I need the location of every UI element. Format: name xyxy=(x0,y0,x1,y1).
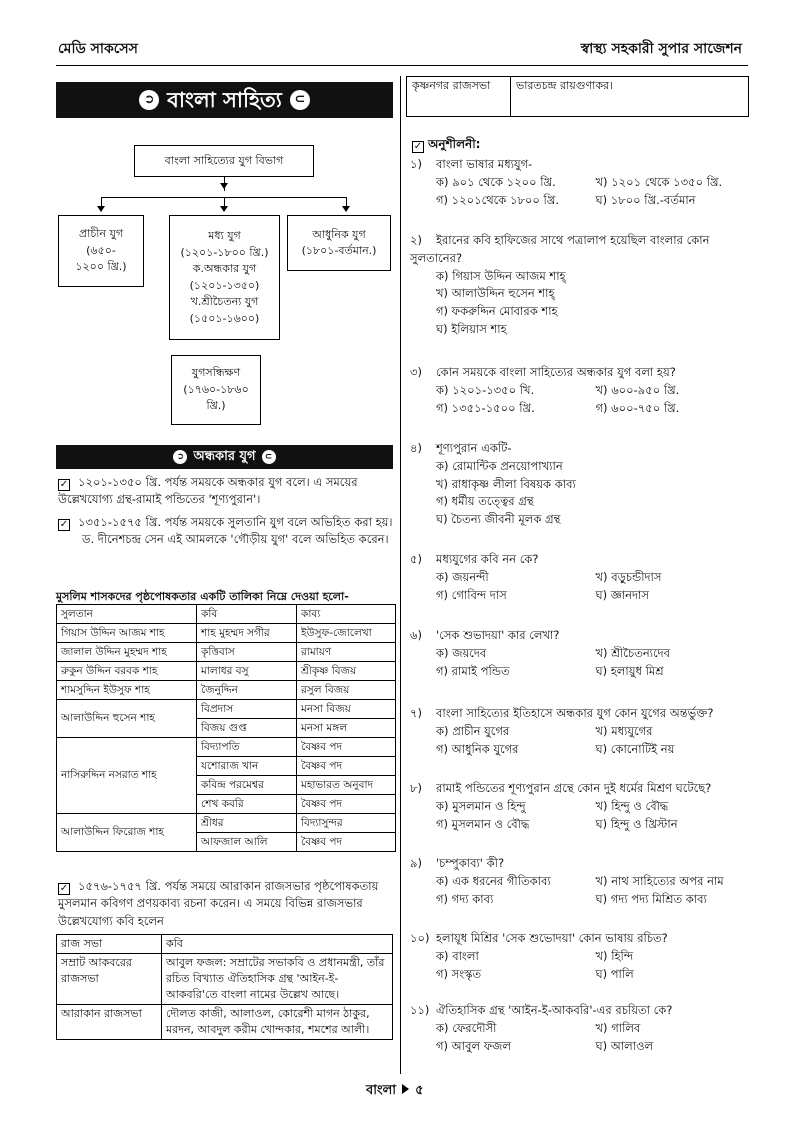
table-row: বিজয় গুপ্ত মনসা মঙ্গল xyxy=(57,719,396,738)
diagram-arrow xyxy=(97,206,105,212)
chapter-title-banner xyxy=(56,82,393,118)
arakan-paragraph: ✓ ১৫৭৬-১৭৫৭ খ্রি. পর্যন্ত সময়ে আরাকান রাজসভার পৃষ্ঠপোষকতায় মুসলমান কবিগণ প্রণয়কাব্য রচনা করেন। এ সময়ে বিভিন্ন রাজসভার উল্লেখযোগ্য কবি হলেন xyxy=(58,879,379,928)
header-publisher: মেডি সাকসেস xyxy=(58,41,138,57)
half-circle-icon: ⊂ xyxy=(290,90,310,110)
question-item: ১) বাংলা ভাষার মধ্যযুগ- ক) ৯০১ থেকে ১২০০ খ্রি. খ) ১২০১ থেকে ১৩৫০ খ্রি. গ) ১২০১থেকে ১৮০০ খ্রি. ঘ) ১৮০০ খ্রি.-বর্তমান xyxy=(410,157,723,207)
table-row: কৃষ্ণনগর রাজসভা ভারতচন্দ্র রায়গুণাকর। xyxy=(407,77,749,117)
table-row: নাসিরুদ্দিন নসরাত শাহ বিদ্যাপতি বৈষ্ণব পদ xyxy=(57,738,396,757)
arrow-circle-icon: ➲ xyxy=(173,450,187,464)
patron-table xyxy=(56,604,396,852)
diagram-arrow xyxy=(342,206,350,212)
table-row: শেখ কবরি বৈষ্ণব পদ xyxy=(57,795,396,814)
checkbox-icon: ✓ xyxy=(59,883,69,894)
table-header-row: সুলতান কবি কাব্য xyxy=(57,605,396,624)
arrow-circle-icon: ➲ xyxy=(139,90,159,110)
triangle-right-icon xyxy=(402,1084,409,1094)
question-item: ৯) 'চম্পুকাব্য' কী? ক) এক ধরনের গীতিকাব্য খ) নাথ সাহিত্যের অপর নাম গ) গদ্য কাব্য ঘ) গদ্য পদ্য মিশ্রিত কাব্য xyxy=(410,856,724,906)
question-item: ৫) মধ্যযুগের কবি নন কে? ক) জয়নন্দী খ) বড়ুচন্ডীদাস গ) গোবিন্দ দাস ঘ) জ্ঞানদাস xyxy=(410,552,662,602)
question-item: ৩) কোন সময়কে বাংলা সাহিত্যের অন্ধকার যুগ বলা হয়? ক) ১২০১-১৩৫০ খি. খ) ৬০০-৯৫০ খ্রি. গ) ১৩৫১-১৫০০ খ্রি. গ) ৬০০-৭৫০ খ্রি. xyxy=(410,365,680,415)
question-item: ৮) রামাই পন্ডিতের শূণ্যপুরান গ্রন্থে কোন দুই ধর্মের মিশ্রণ ঘটেছে? ক) মুসলমান ও হিন্দু খ) হিন্দু ও বৌদ্ধ গ) মুসলমান ও বৌদ্ধ ঘ) হিন্দু ও খ্রিস্টান xyxy=(410,781,712,831)
exercise-heading: ✓ অনুশীলনী: xyxy=(413,137,481,152)
dark-age-section-banner xyxy=(56,445,393,469)
checkbox-icon: ✓ xyxy=(59,519,69,530)
question-item: ২) ইরানের কবি হাফিজের সাথে পত্রালাপ হয়েছিল বাংলার কোন সুলতানের? ক) গিয়াস উদ্দিন আজম শাহ্ খ) আলাউদ্দিন হুসেন শাহ্ গ) ফকরুদ্দিন মোবারক শাহ ঘ) ইলিয়াস শাহ xyxy=(410,233,710,337)
sultanate-paragraph: ✓ ১৩৫১-১৫৭৫ খ্রি. পর্যন্ত সময়কে সুলতানি যুগ বলে অভিহিত করা হয়। ড. দীনেশচন্দ্র সেন এই আমলকে 'গৌড়ীয় যুগ' বলে অভিহিত করেন। xyxy=(59,515,393,547)
diagram-modern-era-box: আধুনিক যুগ (১৮০১-বর্তমান.) xyxy=(287,215,391,271)
column-divider xyxy=(400,76,401,1074)
table-header-row: রাজ সভা কবি xyxy=(57,935,393,954)
question-item: ১০) হলায়ূধ মিশ্রির 'সেক শুভোদয়া' কোন ভাষায় রচিত? ক) বাংলা খ) হিন্দি গ) সংস্কৃত ঘ) পালি xyxy=(410,931,668,981)
diagram-root-box: বাংলা সাহিত্যের যুগ বিভাগ xyxy=(134,145,314,177)
chapter-title: বাংলা সাহিত্য xyxy=(167,87,282,112)
table-row: যশোরাজ খান বৈষ্ণব পদ xyxy=(57,757,396,776)
diagram-transition-era-box: যুগসন্ধিক্ষণ (১৭৬০-১৮৬০ খ্রি.) xyxy=(171,355,261,425)
royal-court-table-continued xyxy=(406,76,749,117)
diagram-medieval-era-box: মধ্য যুগ (১২০১-১৮০০ খ্রি.) ক.অন্ধকার যুগ (১২০১-১৩৫০) খ.শ্রীচৈতন্য যুগ (১৫০১-১৬০০) xyxy=(169,215,280,340)
table-row: শামসুদ্দিন ইউসুফ শাহ জৈনুদ্দিন রসুল বিজয় xyxy=(57,681,396,700)
page-footer xyxy=(366,1082,424,1100)
table-row: সম্রাট আকবরের রাজসভা আবুল ফজল: সম্রাটের সভাকবি ও প্রধানমন্ত্রী, তাঁর রচিত বিখ্যাত ঐতিহাসিক গ্রন্থ 'আইন-ই-আকবরি'তে বাংলা নামের উল্লেখ আছে। xyxy=(57,953,393,1004)
question-item: ৪) শূণ্যপুরান একটি- ক) রোমান্টিক প্রনয়োপাখ্যান খ) রাধাকৃষ্ণ লীলা বিষয়ক কাব্য গ) ধর্মীয় তত্ত্বের গ্রন্থ ঘ) চৈতন্য জীবনী মূলক গ্রন্থ xyxy=(410,441,576,527)
diagram-arrow xyxy=(220,183,228,189)
patron-table-caption: মুসলিম শাসকদের পৃষ্ঠপোষকতার একটি তালিকা নিম্নে দেওয়া হলো- xyxy=(56,590,349,603)
dark-age-paragraph: ✓ ১২০১-১৩৫০ খ্রি. পর্যন্ত সময়কে অন্ধকার যুগ বলে। এ সময়ের উল্লেখযোগ্য গ্রন্থ-রামাই পন্ডিতের 'শূণ্যপুরান'। xyxy=(58,475,358,507)
table-row: কবিন্দ্র পরমেশ্বর মহাভারত অনুবাদ xyxy=(57,776,396,795)
table-row: রুকুন উদ্দিন বরবক শাহ মালাধর বসু শ্রীকৃষ্ণ বিজয় xyxy=(57,662,396,681)
checkbox-icon: ✓ xyxy=(59,479,69,490)
table-row: জালাল উদ্দিন মুহম্মদ শাহ কৃত্তিবাস রামায়ণ xyxy=(57,643,396,662)
header-book-title: স্বাস্থ্য সহকারী সুপার সাজেশন xyxy=(580,41,742,57)
table-row: গিয়াস উদ্দিন আজম শাহ শাহ মুহম্মদ সগীর ইউসুফ-জোলেখা xyxy=(57,624,396,643)
royal-court-table xyxy=(56,934,393,1040)
table-row: আরাকান রাজসভা দৌলত কাজী, আলাওল, কোরেশী মাগন ঠাকুর, মরদন, আবদুল করীম খোন্দকার, শমশের আলী। xyxy=(57,1004,393,1039)
half-circle-icon: ⊂ xyxy=(262,450,276,464)
question-item: ৬) 'সেক শুভাদয়া' কার লেখা? ক) জয়দেব খ) শ্রীচৈতন্যদেব গ) রামাই পন্ডিত ঘ) হলায়ুধ মিশ্র xyxy=(410,628,671,678)
diagram-arrow xyxy=(220,206,228,212)
checkbox-icon: ✓ xyxy=(413,141,423,152)
table-row: আলাউদ্দিন ফিরোজ শাহ শ্রীধর বিদ্যাসুন্দর xyxy=(57,814,396,833)
page-number: ৫ xyxy=(415,1083,424,1098)
table-row: আলাউদ্দিন হুসেন শাহ বিপ্রদাস মনসা বিজয় xyxy=(57,700,396,719)
diagram-ancient-era-box: প্রাচীন যুগ (৬৫০- ১২০০ খ্রি.) xyxy=(58,215,144,287)
question-item: ১১) ঐতিহাসিক গ্রন্থ 'আইন-ই-আকবরি'-এর রচয়িতা কে? ক) ফেরদৌসী খ) গালিব গ) আবুল ফজল ঘ) আলাওল xyxy=(410,1003,673,1053)
question-item: ৭) বাংলা সাহিত্যের ইতিহাসে অন্ধকার যুগ কোন যুগের অন্তর্ভুক্ত? ক) প্রাচীন যুগের খ) মধ্যযুগের গ) আধুনিক যুগের ঘ) কোনোটিই নয় xyxy=(410,706,714,756)
section-title: অন্ধকার যুগ xyxy=(193,449,256,465)
header-divider xyxy=(56,65,748,66)
era-division-diagram xyxy=(56,140,393,430)
footer-subject: বাংলা xyxy=(366,1083,397,1098)
table-row: আফজাল আলি বৈষ্ণব পদ xyxy=(57,833,396,852)
